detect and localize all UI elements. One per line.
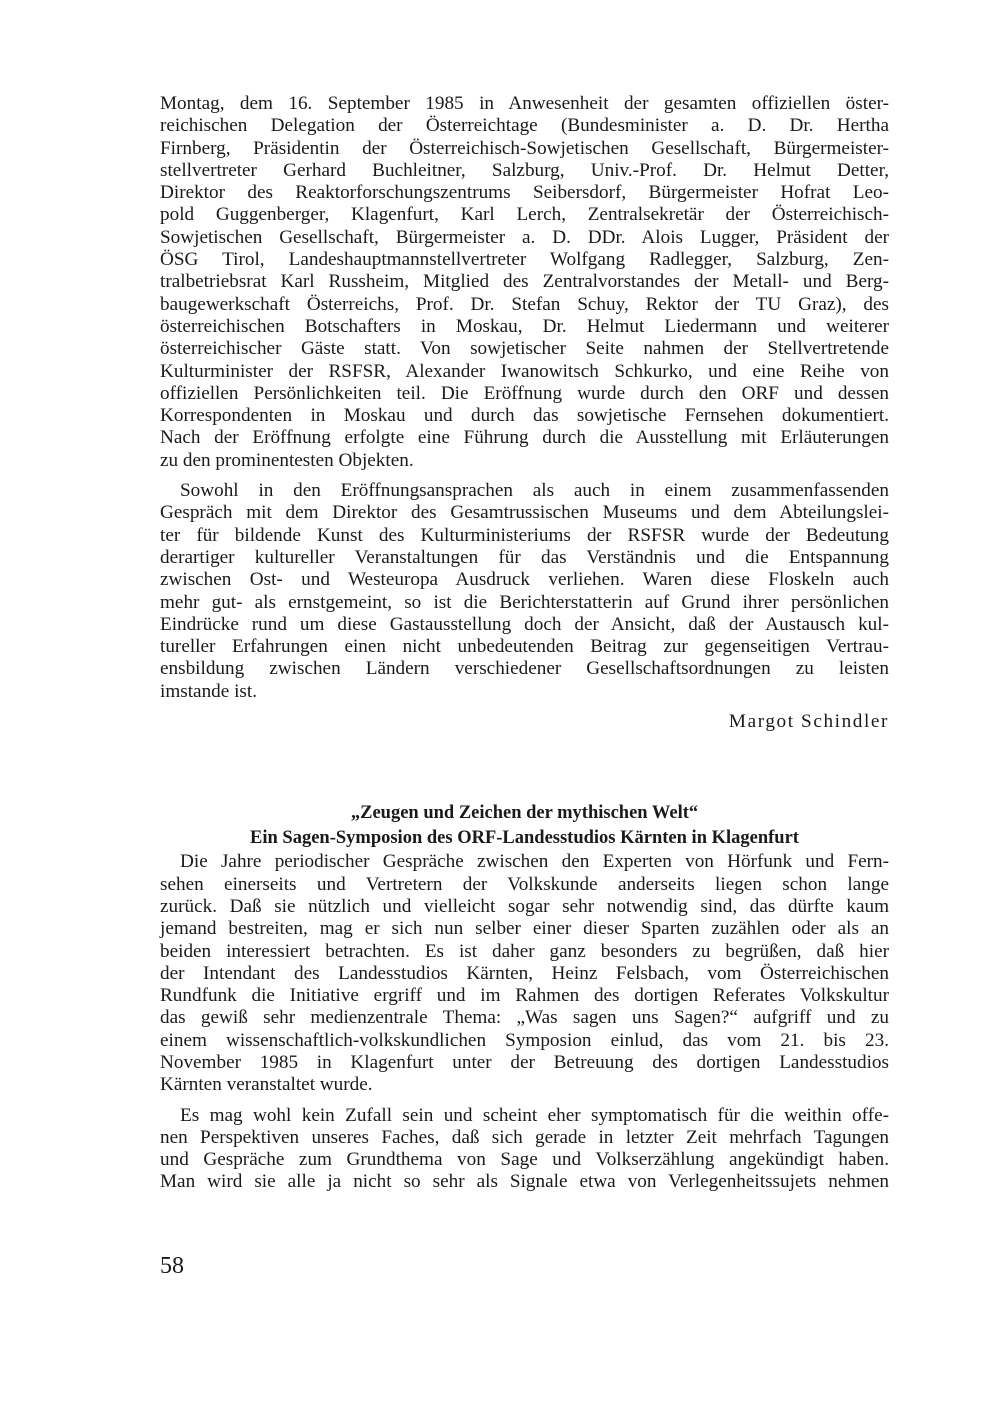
text-line: Rundfunk die Initiative ergriff und im Rahmen des dortigen Referates Volkskultur — [160, 985, 889, 1007]
text-line: reichischen Delegation der Österreichtage (Bundesminister a. D. Dr. Hertha — [160, 115, 889, 137]
text-line: Die Jahre periodischer Gespräche zwischen den Experten von Hörfunk und Fern- — [180, 851, 889, 873]
text-line: ÖSG Tirol, Landeshauptmannstellvertreter Wolfgang Radlegger, Salzburg, Zen- — [160, 249, 889, 271]
text-line: Firnberg, Präsidentin der Österreichisch-Sowjetischen Gesellschaft, Bürgermeister- — [160, 137, 889, 159]
article2-subtitle: Ein Sagen-Symposion des ORF-Landesstudios Kärnten in Klagenfurt — [250, 828, 799, 849]
text-line: Kulturminister der RSFSR, Alexander Iwanowitsch Schkurko, und eine Reihe von — [160, 360, 889, 382]
text-line: einem wissenschaftlich-volkskundlichen Symposion einlud, das vom 21. bis 23. — [160, 1029, 889, 1051]
article2-paragraph-2 — [160, 1105, 889, 1194]
page-number: 58 — [160, 1253, 184, 1279]
text-line: das gewiß sehr medienzentrale Thema: „Was sagen uns Sagen?“ aufgriff und zu — [160, 1007, 889, 1029]
text-line: österreichischen Botschafters in Moskau, Dr. Helmut Liedermann und weiterer — [160, 315, 889, 337]
text-line: Man wird sie alle ja nicht so sehr als Signale etwa von Verlegenheitssujets nehmen — [160, 1171, 889, 1193]
text-line: ter für bildende Kunst des Kulturministeriums der RSFSR wurde der Bedeutung — [160, 524, 889, 546]
text-line: zu den prominentesten Objekten. — [160, 449, 414, 471]
text-line: Nach der Eröffnung erfolgte eine Führung durch die Ausstellung mit Erläuterungen — [160, 427, 889, 449]
text-line: österreichischer Gäste statt. Von sowjetischer Seite nahmen der Stellvertretende — [160, 338, 889, 360]
article2-title: „Zeugen und Zeichen der mythischen Welt“ — [350, 803, 699, 824]
text-line: Sowjetischen Gesellschaft, Bürgermeister a. D. DDr. Alois Lugger, Präsident der — [160, 226, 889, 248]
text-line: November 1985 in Klagenfurt unter der Betreuung des dortigen Landesstudios — [160, 1051, 889, 1073]
text-line: Kärnten veranstaltet wurde. — [160, 1074, 373, 1096]
text-line: derartiger kultureller Veranstaltungen für das Verständnis und die Entspannung — [160, 546, 889, 568]
page-body — [160, 93, 889, 1202]
text-line: und Gespräche zum Grundthema von Sage und Volkserzählung angekündigt haben. — [160, 1149, 889, 1171]
text-line: tureller Erfahrungen einen nicht unbedeutenden Beitrag zur gegenseitigen Vertrau- — [160, 636, 889, 658]
text-line: imstande ist. — [160, 680, 257, 702]
text-line: Sowohl in den Eröffnungsansprachen als auch in einem zusammenfassenden — [180, 480, 889, 502]
text-line: ensbildung zwischen Ländern verschiedener Gesellschaftsordnungen zu leisten — [160, 658, 889, 680]
article2-paragraph-1 — [160, 851, 889, 1096]
text-line: baugewerkschaft Österreichs, Prof. Dr. Stefan Schuy, Rektor der TU Graz), des — [160, 293, 889, 315]
article1-paragraph-2 — [160, 480, 889, 703]
text-line: Korrespondenten in Moskau und durch das sowjetische Fernsehen dokumentiert. — [160, 405, 889, 427]
text-line: Montag, dem 16. September 1985 in Anwesenheit der gesamten offiziellen öster- — [160, 93, 889, 114]
article2-heading — [160, 801, 889, 851]
text-line: Eindrücke rund um diese Gastausstellung doch der Ansicht, daß der Austausch kul- — [160, 613, 889, 635]
text-line: tralbetriebsrat Karl Russheim, Mitglied des Zentralvorstandes der Metall- und Berg- — [160, 271, 889, 293]
text-line: zurück. Daß sie nützlich und vielleicht sogar sehr notwendig sind, das dürfte kaum — [160, 895, 889, 917]
author-signature: Margot Schindler — [728, 711, 889, 733]
text-line: Es mag wohl kein Zufall sein und scheint eher symptomatisch für die weithin offe- — [180, 1104, 889, 1126]
text-line: pold Guggenberger, Klagenfurt, Karl Lerch, Zentralsekretär der Österreichisch- — [160, 204, 889, 226]
text-line: zwischen Ost- und Westeuropa Ausdruck verliehen. Waren diese Floskeln auch — [160, 569, 889, 591]
text-line: Direktor des Reaktorforschungszentrums Seibersdorf, Bürgermeister Hofrat Leo- — [160, 182, 889, 204]
text-line: sehen einerseits und Vertretern der Volkskunde anderseits liegen schon lange — [160, 873, 889, 895]
text-line: jemand bestreiten, mag er sich nun selber einer dieser Sparten zuzählen oder als an — [160, 918, 889, 940]
text-line: offiziellen Persönlichkeiten teil. Die Eröffnung wurde durch den ORF und dessen — [160, 382, 889, 404]
text-line: beiden interessiert betrachten. Es ist daher ganz besonders zu begrüßen, daß hier — [160, 940, 889, 962]
text-line: mehr gut- als ernstgemeint, so ist die Berichterstatterin auf Grund ihrer persönlichen — [160, 591, 889, 613]
text-line: der Intendant des Landesstudios Kärnten, Heinz Felsbach, vom Österreichischen — [160, 962, 889, 984]
article1-paragraph-1 — [160, 93, 889, 472]
text-line: Gespräch mit dem Direktor des Gesamtrussischen Museums und dem Abteilungslei- — [160, 502, 889, 524]
text-line: nen Perspektiven unseres Faches, daß sich gerade in letzter Zeit mehrfach Tagungen — [160, 1126, 889, 1148]
text-line: stellvertreter Gerhard Buchleitner, Salzburg, Univ.-Prof. Dr. Helmut Detter, — [160, 159, 889, 181]
